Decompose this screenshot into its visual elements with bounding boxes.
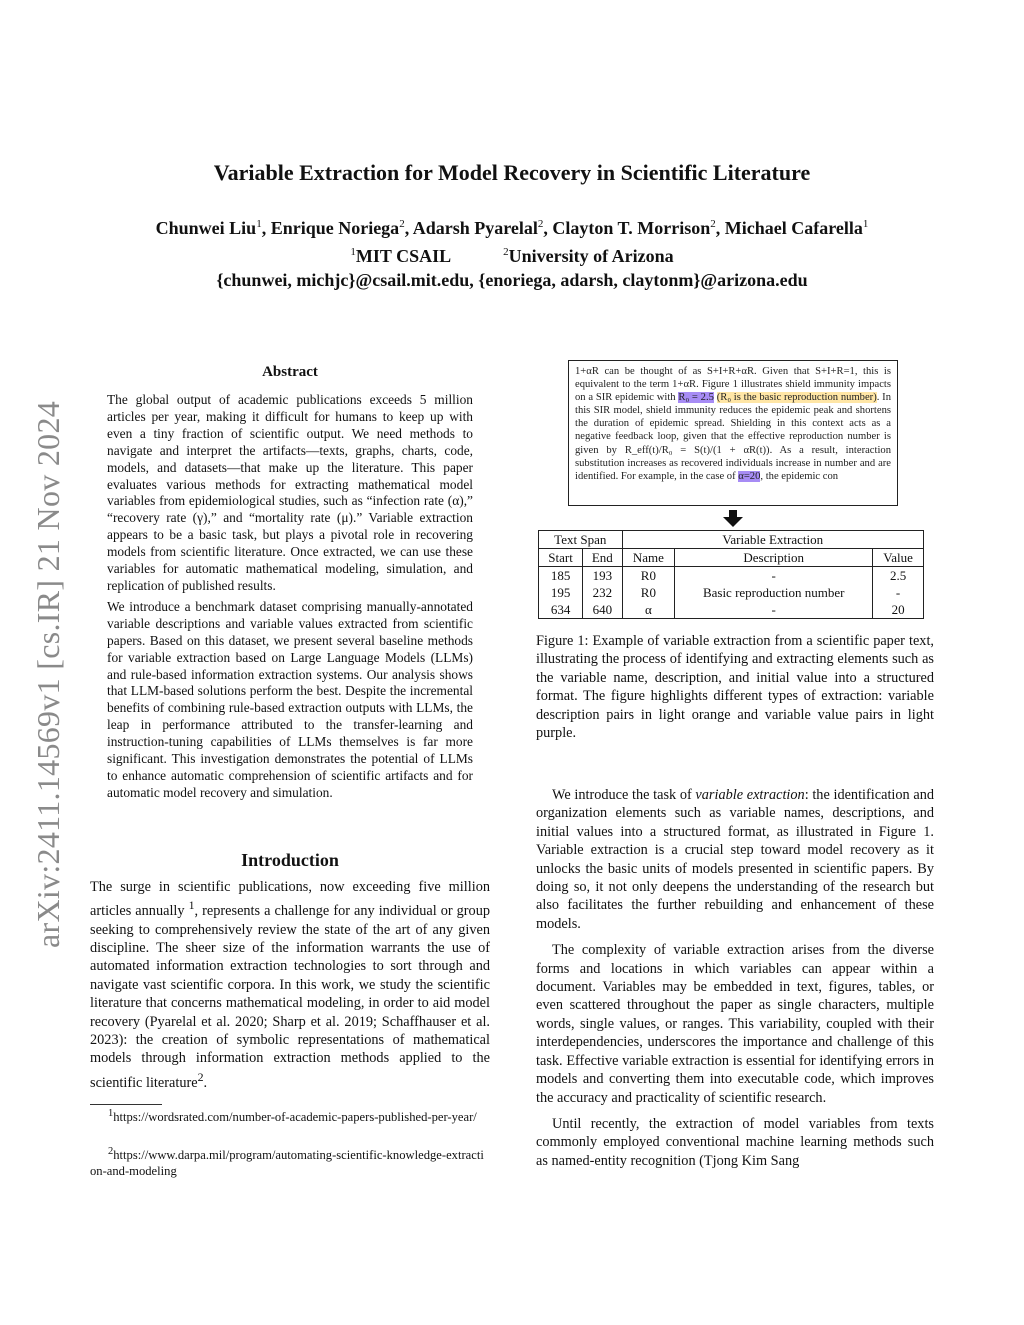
author-affiliation-mark: 2 [537, 218, 544, 230]
footnote-ref[interactable]: 2 [197, 1069, 204, 1084]
table-row [539, 601, 924, 619]
table-row [539, 584, 924, 601]
table-cell: 195 [539, 584, 583, 601]
table-header-cell: Name [622, 549, 675, 567]
footnote [90, 1106, 490, 1125]
introduction-body [90, 878, 490, 1096]
arrow-down-icon [722, 510, 744, 528]
arxiv-identifier: arXiv:2411.14569v1 [cs.IR] 21 Nov 2024 [30, 400, 66, 948]
table-cell: α [622, 601, 675, 619]
body-paragraph [536, 786, 934, 933]
author-name: Clayton T. Morrison [552, 218, 711, 238]
excerpt-text: , the epidemic con [760, 470, 839, 482]
table-column-header [539, 549, 924, 567]
table-header-cell: Description [675, 549, 873, 567]
table-cell: - [675, 567, 873, 585]
table-group-header [539, 531, 924, 549]
intro-text: . [203, 1074, 208, 1091]
affiliation-list [0, 240, 1024, 268]
figure-text-excerpt [568, 360, 898, 506]
body-paragraph: Until recently, the extraction of model variables from texts commonly employed conventional machine learning methods such as named-entity recognition (Tjong Kim Sang [536, 1115, 934, 1169]
abstract-paragraph: The global output of academic publications exceeds 5 million articles per year, making it difficult for humans to keep up with even a tiny fraction of scientific output. We need methods to navigate and interpret the artifacts—texts, graphs, charts, code, models, and datasets—that make up the literature. This paper evaluates various methods for extracting mathematical model variables from epidemiological studies, such as “infection rate (α),” “recovery rate (γ),” and “mortality rate (μ).” Variable extraction appears to be a basic task, but plays a pivotal role in recovering models from scientific literature. Once extracted, we can use these variables for automatic mathematical modeling, simulation, and replication of published results. [107, 392, 473, 593]
author-name: Chunwei Liu [155, 218, 257, 238]
right-column-body [536, 786, 934, 1178]
table-cell: R0 [622, 584, 675, 601]
abstract-body [107, 392, 473, 806]
affiliation-name: MIT CSAIL [355, 246, 451, 266]
body-text: : the identification and organization elements such as variable names, descriptions, and initial values into a structured format, as illustrated in Figure 1. Variable extraction is a crucial step toward model recovery as it unlocks the basic units of models presented in scientific papers. By doing so, it not only deepens the understanding of the research but also facilitates the further rebuilding and enhancement of these models. [536, 787, 935, 932]
table-cell: Basic reproduction number [675, 584, 873, 601]
description-highlight: (R₀ is the basic reproduction number) [716, 392, 877, 404]
table-cell: 634 [539, 601, 583, 619]
table-group-header-cell: Text Span [539, 531, 623, 549]
affiliation-name: University of Arizona [508, 246, 674, 266]
table-header-cell: Value [873, 549, 924, 567]
table-cell: - [675, 601, 873, 619]
intro-text: The surge in scientific publications, now exceeding five million articles annually [90, 879, 490, 920]
emphasis-term: variable extraction [695, 787, 805, 803]
body-paragraph: The complexity of variable extraction arises from the diverse forms and locations in which variables can appear within a document. Variables may be embedded in text, figures, tables, or even scattered throughout the paper as single characters, multiple words, single values, or ranges. This variability, coupled with their interdependencies, underscores the importance and challenge of this task. Effective variable extraction is essential for identifying errors in models and converting them into executable code, which improves the accuracy and practicality of scientific research. [536, 942, 934, 1106]
excerpt-text: . In this SIR model, shield immunity reduces the epidemic peak and shortens the duration of epidemic spread. Shielding in this context acts as a negative feedback loop, given that the effective reproduction number is given by R_eff(t)/R₀ = S(t)/(1 + αR(t)). As a result, interaction substitution increases as recovered individuals increase in number and are identified. For example, in the case of [575, 392, 892, 482]
paper-title: Variable Extraction for Model Recovery in Scientific Literature [213, 160, 811, 185]
table-cell: 185 [539, 567, 583, 585]
figure-caption: Figure 1: Example of variable extraction from a scientific paper text, illustrating the process of identifying and extracting elements such as the variable name, description, and initial value into a structured format. The figure highlights different types of extraction: variable description pairs in light orange and variable value pairs in light purple. [536, 633, 934, 742]
author-name: Enrique Noriega [270, 218, 400, 238]
body-text: We introduce the task of [552, 787, 696, 803]
table-cell: 640 [583, 601, 622, 619]
excerpt-text: 1+αR can be thought of as S+I+R+αR. Given that S+I+R=1, this is equivalent to the term 1+αR. Figure 1 illustrates shield immunity impacts on a SIR epidemic with [575, 366, 891, 404]
table-row [539, 567, 924, 585]
abstract-heading: Abstract [262, 364, 318, 380]
table-header-cell: Start [539, 549, 583, 567]
author-block [0, 212, 1024, 292]
value-highlight: α=20 [738, 470, 761, 482]
table-group-header-cell: Variable Extraction [622, 531, 923, 549]
footnote-link[interactable]: https://www.darpa.mil/program/automating-scientific-knowledge-extraction-and-modeling [90, 1148, 484, 1179]
author-affiliation-mark: 1 [256, 218, 262, 230]
footnote [90, 1144, 490, 1179]
author-list: Chunwei Liu$^1$, Enrique Noriega$^2$, Adarsh Pyarelal$^2$, Clayton T. Morrison$^2$, Michael Cafarella$^1$ [155, 218, 869, 238]
affiliation-mark: 2 [503, 246, 509, 258]
introduction-paragraph [90, 878, 490, 1092]
author-affiliation-mark: 2 [399, 218, 405, 230]
footnote-link[interactable]: https://wordsrated.com/number-of-academic-papers-published-per-year/ [113, 1110, 477, 1125]
author-emails: {chunwei, michjc}@csail.mit.edu, {enoriega, adarsh, claytonm}@arizona.edu [216, 270, 808, 290]
author-affiliation-mark: 2 [710, 218, 716, 230]
table-cell: 20 [873, 601, 924, 619]
footnote-mark: 1 [108, 1108, 114, 1119]
introduction-heading: Introduction [241, 850, 339, 870]
table-cell: 232 [583, 584, 622, 601]
intro-text: , represents a challenge for any individual or group seeking to comprehensively review the state of the art of any given discipline. The sheer size of the information warrants the use of automated information extraction technologies to sort through and navigate vast scientific corpora. In this work, we study the scientific literature that concerns mathematical modeling, in order to aid model recovery (Pyarelal et al. 2020; Sharp et al. 2019; Schaffhauser et al. 2023): the creation of symbolic representations of mathematical models through information extraction methods applied to the scientific literature [90, 903, 491, 1091]
table-cell: 2.5 [873, 567, 924, 585]
affiliation-mark: 1 [350, 246, 356, 258]
author-name: Michael Cafarella [724, 218, 863, 238]
author-affiliation-mark: 1 [862, 218, 869, 230]
table-header-cell: End [583, 549, 622, 567]
footnote-ref[interactable]: 1 [188, 898, 195, 913]
variable-extraction-table [538, 530, 924, 619]
abstract-paragraph: We introduce a benchmark dataset comprising manually-annotated variable descriptions and variable values extracted from scientific papers. Based on this dataset, we present several baseline methods for variable extraction based on Large Language Models (LLMs) and rule-based information extraction systems. Our analysis shows that LLM-based solutions perform the best. Despite the incremental benefits of combining rule-based extraction outputs with LLMs, the leap in performance attributed to the transfer-learning and instruction-tuning capabilities of LLMs themselves is far more significant. This investigation demonstrates the potential of LLMs to enhance automatic comprehension of scientific artifacts and for automatic model recovery and simulation. [107, 598, 473, 800]
footnote-divider [90, 1104, 162, 1105]
footnote-mark: 2 [108, 1146, 114, 1157]
table-cell: R0 [622, 567, 675, 585]
table-cell: - [873, 584, 924, 601]
value-highlight: R₀ = 2.5 [678, 392, 714, 404]
author-name: Adarsh Pyarelal [412, 218, 538, 238]
table-cell: 193 [583, 567, 622, 585]
